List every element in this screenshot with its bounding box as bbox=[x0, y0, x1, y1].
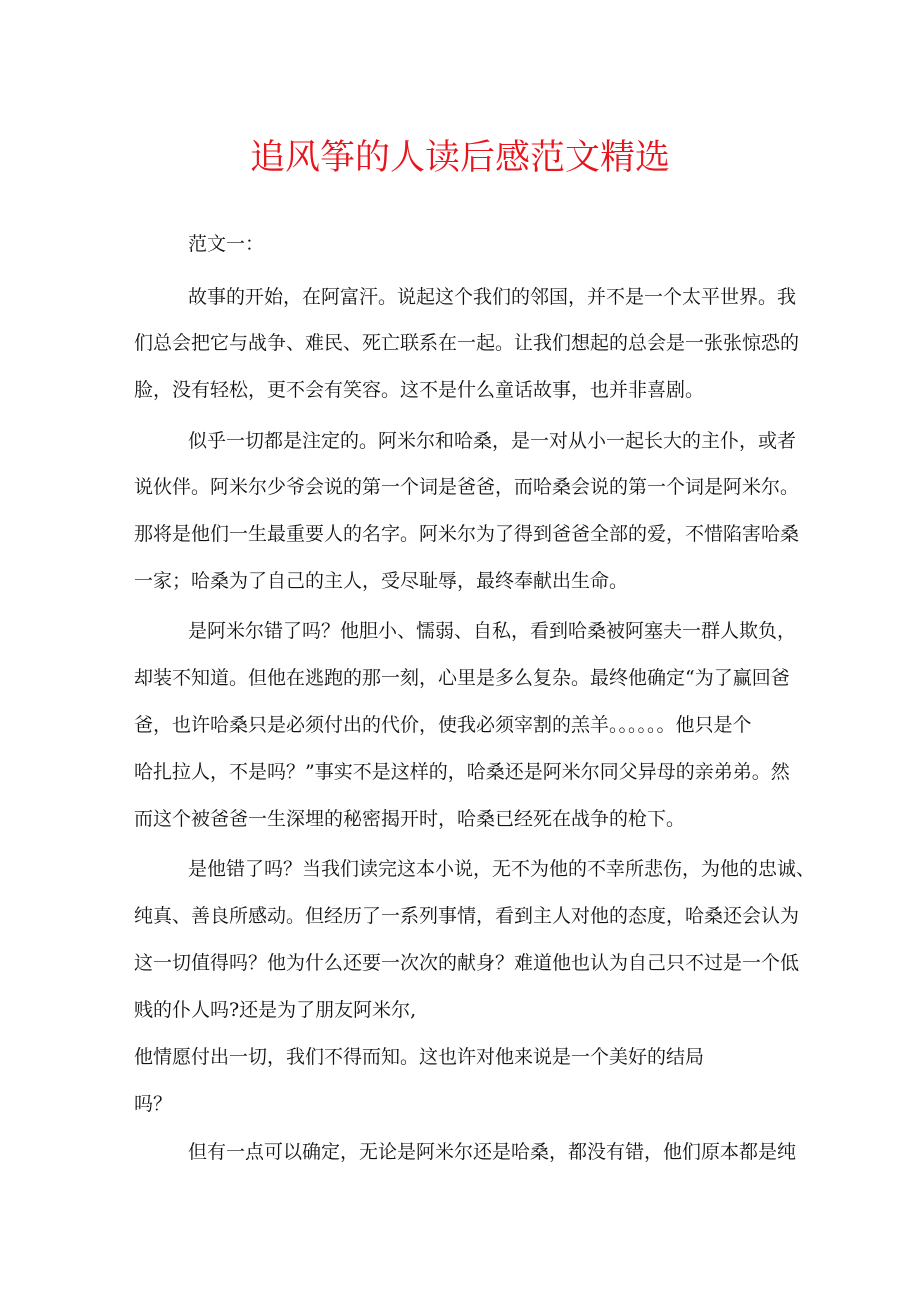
paragraph-5-line-1: 但有一点可以确定，无论是阿米尔还是哈桑，都没有错，他们原本都是纯 bbox=[188, 1141, 797, 1163]
paragraph-3-line-5: 而这个被爸爸一生深埋的秘密揭开时，哈桑已经死在战争的枪下。 bbox=[134, 808, 686, 830]
paragraph-1-line-1: 故事的开始，在阿富汗。说起这个我们的邻国，并不是一个太平世界。我 bbox=[188, 286, 797, 308]
paragraph-3-line-3: 爸，也许哈桑只是必须付出的代价，使我必须宰割的羔羊。。。。。。他只是个 bbox=[134, 714, 752, 736]
paragraph-1-line-2: 们总会把它与战争、难民、死亡联系在一起。让我们想起的总会是一张张惊恐的 bbox=[134, 332, 800, 354]
paragraph-2-line-2: 说伙伴。阿米尔少爷会说的第一个词是爸爸，而哈桑会说的第一个词是阿米尔。 bbox=[134, 476, 800, 498]
paragraph-3-line-2: 却装不知道。但他在逃跑的那一刻，心里是多么复杂。最终他确定“为了赢回爸 bbox=[134, 667, 790, 689]
paragraph-4-line-6: 吗？ bbox=[134, 1093, 173, 1115]
paragraph-1-line-3: 脸，没有轻松，更不会有笑容。这不是什么童话故事，也并非喜剧。 bbox=[134, 379, 705, 401]
document-title: 追风筝的人读后感范文精选 bbox=[249, 138, 670, 178]
paragraph-4-line-5: 他情愿付出一切，我们不得而知。这也许对他来说是一个美好的结局 bbox=[134, 1046, 705, 1068]
section-heading: 范文一： bbox=[188, 233, 265, 255]
paragraph-3-line-1: 是阿米尔错了吗？他胆小、懦弱、自私，看到哈桑被阿塞夫一群人欺负， bbox=[188, 620, 797, 642]
paragraph-4-line-3: 这一切值得吗？他为什么还要一次次的献身？难道他也认为自己只不过是一个低 bbox=[134, 952, 800, 974]
paragraph-4-line-2: 纯真、善良所感动。但经历了一系列事情，看到主人对他的态度，哈桑还会认为 bbox=[134, 905, 800, 927]
paragraph-3-line-4: 哈扎拉人，不是吗？”事实不是这样的，哈桑还是阿米尔同父异母的亲弟弟。然 bbox=[134, 761, 790, 783]
paragraph-2-line-4: 一家；哈桑为了自己的主人，受尽耻辱，最终奉献出生命。 bbox=[134, 570, 629, 592]
paragraph-4-line-1: 是他错了吗？当我们读完这本小说，无不为他的不幸所悲伤，为他的忠诚、 bbox=[188, 858, 816, 880]
paragraph-2-line-1: 似乎一切都是注定的。阿米尔和哈桑，是一对从小一起长大的主仆，或者 bbox=[188, 430, 797, 452]
paragraph-4-line-4: 贱的仆人吗?还是为了朋友阿米尔, bbox=[134, 999, 417, 1021]
paragraph-2-line-3: 那将是他们一生最重要人的名字。阿米尔为了得到爸爸全部的爱，不惜陷害哈桑 bbox=[134, 523, 800, 545]
